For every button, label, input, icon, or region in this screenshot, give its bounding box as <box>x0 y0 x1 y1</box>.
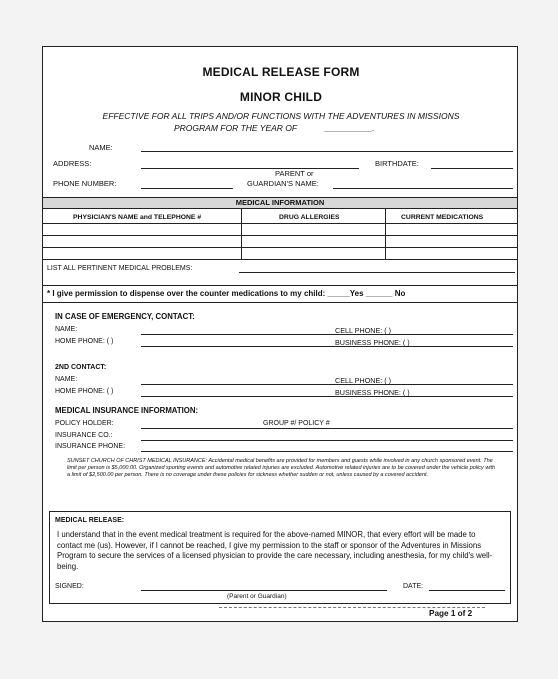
address-field[interactable] <box>141 168 359 169</box>
form-title: MEDICAL RELEASE FORM <box>202 65 360 79</box>
insurance-fine-print: SUNSET CHURCH OF CHRIST MEDICAL INSURANCE: Accidental medical benefits are provided for members and guests while involved in any church sponsored event. The limit per person is $5,000.00. Organized sporting events and automotive related injuries are excluded. Automotive related injuries are to be covered under the vehicle policy with a limit of $2,500.00 per person. There is no coverage under these policies for sickness whether sudden or not, unless caused by a covered accident. <box>67 458 496 478</box>
parent-name-field[interactable] <box>333 188 513 189</box>
phone-field[interactable] <box>141 188 233 189</box>
medical-release-text: I understand that in the event medical treatment is required for the above-named MINOR, that every effort will be made to contact me (us). However, if I cannot be reached, I give my permission to the staff or sponsor of the Adventures in Missions Program to secure the services of a licensed physician to provide the care necessary, including anesthesia, for my child's well-being. <box>57 530 493 571</box>
name-field[interactable] <box>141 151 513 152</box>
date-label: DATE: <box>403 583 424 590</box>
insurance-company-field[interactable] <box>141 440 513 441</box>
contact2-name-label: NAME: <box>55 376 78 383</box>
parent-label-2: GUARDIAN'S NAME: <box>247 179 319 188</box>
problems-label: LIST ALL PERTINENT MEDICAL PROBLEMS: <box>47 265 193 272</box>
policy-holder-field[interactable] <box>141 428 513 429</box>
cell-phone-2-label: CELL PHONE: ( ) <box>335 376 392 385</box>
business-phone-2-label: BUSINESS PHONE: ( ) <box>335 388 410 397</box>
emergency-name-field[interactable] <box>141 334 513 335</box>
medical-info-header: MEDICAL INFORMATION <box>235 198 325 207</box>
form-sheet <box>42 46 518 622</box>
parent-guardian-caption: (Parent or Guardian) <box>227 593 287 600</box>
cell-phone-label: CELL PHONE: ( ) <box>335 326 392 335</box>
policy-holder-label: POLICY HOLDER: <box>55 420 114 427</box>
insurance-phone-field[interactable] <box>141 451 513 452</box>
emergency-name-label: NAME: <box>55 326 78 333</box>
effective-line-1: EFFECTIVE FOR ALL TRIPS AND/OR FUNCTIONS WITH THE ADVENTURES IN MISSIONS <box>102 111 460 121</box>
table-col-divider <box>385 209 386 259</box>
address-label: ADDRESS: <box>53 159 92 168</box>
col-medications: CURRENT MEDICATIONS <box>401 214 484 221</box>
year-field[interactable]: __________. <box>325 123 375 133</box>
col-physician: PHYSICIAN'S NAME and TELEPHONE # <box>73 214 202 221</box>
insurance-company-label: INSURANCE CO.: <box>55 432 113 439</box>
name-label: NAME: <box>89 143 113 152</box>
birthdate-field[interactable] <box>431 168 513 169</box>
form-subtitle: MINOR CHILD <box>239 90 323 104</box>
home-phone-label: HOME PHONE: ( ) <box>55 338 114 345</box>
second-contact-header: 2ND CONTACT: <box>55 364 107 371</box>
parent-label-1: PARENT or <box>275 169 314 178</box>
signed-label: SIGNED: <box>55 583 84 590</box>
date-field[interactable] <box>429 590 505 591</box>
table-col-divider <box>241 209 242 259</box>
section-divider <box>43 285 517 286</box>
section-divider <box>43 302 517 303</box>
table-divider <box>43 223 517 224</box>
contact2-name-field[interactable] <box>141 384 513 385</box>
permission-line: * I give permission to dispense over the counter medications to my child: _____Yes ______ No <box>47 289 406 298</box>
effective-line-2: PROGRAM FOR THE YEAR OF <box>174 123 298 133</box>
page-number: Page 1 of 2 <box>429 609 473 618</box>
home-phone-field[interactable] <box>141 346 513 347</box>
business-phone-label: BUSINESS PHONE: ( ) <box>335 338 410 347</box>
home-phone-2-label: HOME PHONE: ( ) <box>55 388 114 395</box>
birthdate-label: BIRTHDATE: <box>375 159 419 168</box>
table-row[interactable] <box>43 247 517 248</box>
emergency-header: IN CASE OF EMERGENCY, CONTACT: <box>55 312 195 321</box>
col-allergies: DRUG ALLERGIES <box>279 214 340 221</box>
medical-release-header: MEDICAL RELEASE: <box>55 517 125 524</box>
signature-field[interactable] <box>141 590 387 591</box>
table-row[interactable] <box>43 259 517 260</box>
insurance-phone-label: INSURANCE PHONE: <box>55 443 126 450</box>
group-policy-label: GROUP #/ POLICY # <box>263 420 330 427</box>
insurance-header: MEDICAL INSURANCE INFORMATION: <box>55 406 199 415</box>
home-phone-2-field[interactable] <box>141 396 513 397</box>
problems-field[interactable] <box>239 272 515 273</box>
phone-label: PHONE NUMBER: <box>53 179 117 188</box>
table-row[interactable] <box>43 235 517 236</box>
footer-divider <box>219 607 485 608</box>
